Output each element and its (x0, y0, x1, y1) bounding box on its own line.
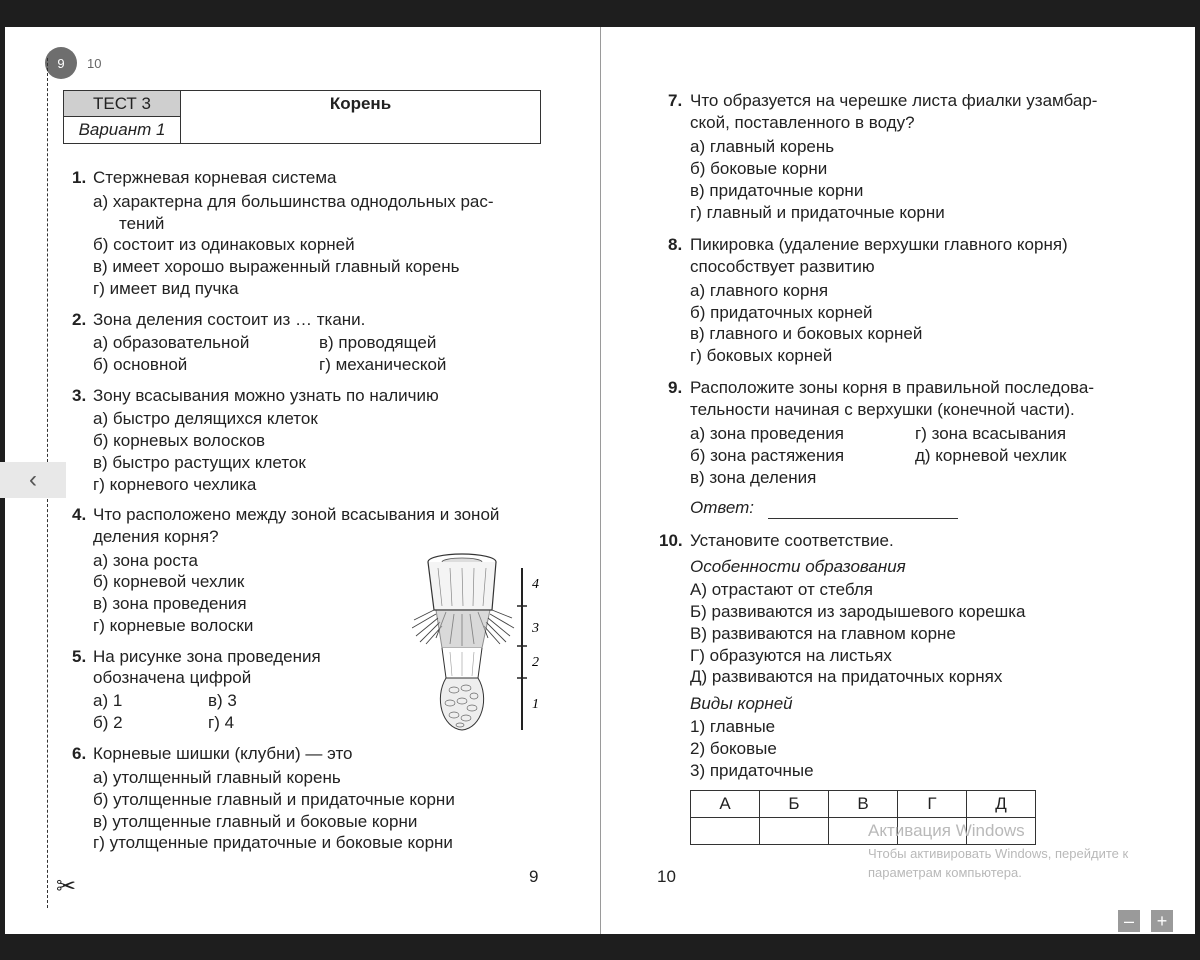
q1-option-a: а) характерна для большинства однодольных рас- (93, 192, 494, 211)
q4-option-c: в) зона проведения (93, 594, 247, 613)
q6-option-c: в) утолщенные главный и боковые корни (93, 812, 418, 831)
q10-types-title: Виды корней (690, 694, 793, 713)
q5-text-cont: обозначена цифрой (93, 668, 252, 687)
q6-option-b: б) утолщенные главный и придаточные корни (93, 790, 455, 809)
q10-features-title: Особенности образования (690, 557, 906, 576)
root-illustration (412, 548, 547, 738)
q3-option-d: г) корневого чехлика (93, 475, 257, 494)
figure-label-3: 3 (532, 621, 539, 636)
q3-option-b: б) корневых волосков (93, 431, 266, 450)
current-page-badge[interactable]: 9 (45, 47, 77, 79)
q3-number: 3. (72, 386, 87, 405)
table-answer-cell[interactable] (760, 818, 829, 845)
scissors-icon: ✂ (56, 873, 77, 900)
q10-feature-g: Г) образуются на листьях (690, 646, 892, 665)
q2-number: 2. (72, 310, 87, 329)
q4-number: 4. (72, 505, 87, 524)
q5-number: 5. (72, 647, 87, 666)
q2-option-c: в) проводящей (319, 333, 437, 352)
test-header-table (63, 90, 541, 144)
q10-feature-d: Д) развиваются на придаточных корнях (690, 667, 1003, 686)
q7-option-c: в) придаточные корни (690, 181, 864, 200)
page-gutter (600, 27, 601, 934)
table-header-v: В (829, 791, 898, 818)
windows-activation-line2: параметрам компьютера. (868, 865, 1022, 880)
q3-text: Зону всасывания можно узнать по наличию (93, 386, 439, 405)
q2-text: Зона деления состоит из … ткани. (93, 310, 366, 329)
windows-activation-line1: Чтобы активировать Windows, перейдите к (868, 846, 1129, 861)
table-answer-cell[interactable] (691, 818, 760, 845)
q8-option-b: б) придаточных корней (690, 303, 873, 322)
q1-option-a-cont: тений (119, 214, 165, 233)
figure-label-2: 2 (532, 655, 539, 670)
q5-option-d: г) 4 (208, 713, 235, 732)
q2-option-d: г) механической (319, 355, 447, 374)
root-zones-figure (412, 548, 547, 743)
q8-option-a: а) главного корня (690, 281, 829, 300)
q9-option-b: б) зона растяжения (690, 446, 845, 465)
q10-feature-v: В) развиваются на главном корне (690, 624, 956, 643)
q10-type-1: 1) главные (690, 717, 776, 736)
q1-option-d: г) имеет вид пучка (93, 279, 239, 298)
topic-title: Корень (329, 94, 392, 113)
figure-label-4: 4 (532, 577, 539, 592)
q7-number: 7. (668, 91, 683, 110)
q5-text: На рисунке зона проведения (93, 647, 321, 666)
q5-option-a: а) 1 (93, 691, 123, 710)
q7-option-a: а) главный корень (690, 137, 835, 156)
q6-number: 6. (72, 744, 87, 763)
q3-option-a: а) быстро делящихся клеток (93, 409, 318, 428)
q9-option-e: д) корневой чехлик (915, 446, 1067, 465)
table-header-g: Г (898, 791, 967, 818)
q3-option-c: в) быстро растущих клеток (93, 453, 306, 472)
next-page-indicator[interactable]: 10 (87, 56, 102, 71)
figure-label-1: 1 (532, 697, 539, 712)
table-header-d: Д (967, 791, 1036, 818)
previous-page-button[interactable] (0, 462, 66, 498)
q8-number: 8. (668, 235, 683, 254)
q2-option-a: а) образовательной (93, 333, 250, 352)
q10-type-2: 2) боковые (690, 739, 777, 758)
q1-text: Стержневая корневая система (93, 168, 337, 187)
left-page-number: 9 (529, 867, 539, 886)
q9-number: 9. (668, 378, 683, 397)
q10-number: 10. (659, 531, 683, 550)
q9-text: Расположите зоны корня в правильной последова- (690, 378, 1094, 397)
q9-option-a: а) зона проведения (690, 424, 844, 443)
viewer-bottom-bar (0, 934, 1200, 960)
q8-option-c: в) главного и боковых корней (690, 324, 923, 343)
q4-option-a: а) зона роста (93, 551, 198, 570)
q6-option-a: а) утолщенный главный корень (93, 768, 341, 787)
q10-text: Установите соответствие. (690, 531, 894, 550)
q8-option-d: г) боковых корней (690, 346, 833, 365)
q4-option-d: г) корневые волоски (93, 616, 254, 635)
q2-option-b: б) основной (93, 355, 188, 374)
q9-answer-label: Ответ: (690, 498, 755, 517)
q9-option-c: в) зона деления (690, 468, 817, 487)
q7-option-d: г) главный и придаточные корни (690, 203, 945, 222)
q10-feature-b: Б) развиваются из зародышевого корешка (690, 602, 1026, 621)
zoom-in-button[interactable]: + (1151, 910, 1173, 932)
q9-text-cont: тельности начиная с верхушки (конечной части). (690, 400, 1075, 419)
q1-option-b: б) состоит из одинаковых корней (93, 235, 355, 254)
q5-option-c: в) 3 (208, 691, 237, 710)
q4-option-b: б) корневой чехлик (93, 572, 245, 591)
q9-answer-field[interactable] (768, 518, 958, 519)
q1-number: 1. (72, 168, 87, 187)
q6-option-d: г) утолщенные придаточные и боковые корни (93, 833, 453, 852)
q7-text-cont: ской, поставленного в воду? (690, 113, 915, 132)
q5-option-b: б) 2 (93, 713, 123, 732)
chevron-left-icon: ‹ (29, 466, 37, 493)
q8-text-cont: способствует развитию (690, 257, 875, 276)
q4-text-cont: деления корня? (93, 527, 219, 546)
zoom-out-button[interactable]: – (1118, 910, 1140, 932)
q6-text: Корневые шишки (клубни) — это (93, 744, 353, 763)
q1-option-c: в) имеет хорошо выраженный главный корень (93, 257, 460, 276)
q8-text: Пикировка (удаление верхушки главного корня) (690, 235, 1068, 254)
q10-feature-a: А) отрастают от стебля (690, 580, 873, 599)
q7-option-b: б) боковые корни (690, 159, 828, 178)
variant-label: Вариант 1 (64, 117, 181, 143)
windows-activation-title: Активация Windows (868, 821, 1025, 840)
viewer-top-bar (0, 0, 1200, 27)
right-page-number: 10 (657, 867, 676, 886)
q4-text: Что расположено между зоной всасывания и зоной (93, 505, 500, 524)
q10-type-3: 3) придаточные (690, 761, 814, 780)
q7-text: Что образуется на черешке листа фиалки узамбар- (690, 91, 1098, 110)
test-label: ТЕСТ 3 (64, 91, 181, 117)
table-header-b: Б (760, 791, 829, 818)
windows-activation-text (868, 844, 1128, 882)
table-header-a: А (691, 791, 760, 818)
q9-option-d: г) зона всасывания (915, 424, 1067, 443)
